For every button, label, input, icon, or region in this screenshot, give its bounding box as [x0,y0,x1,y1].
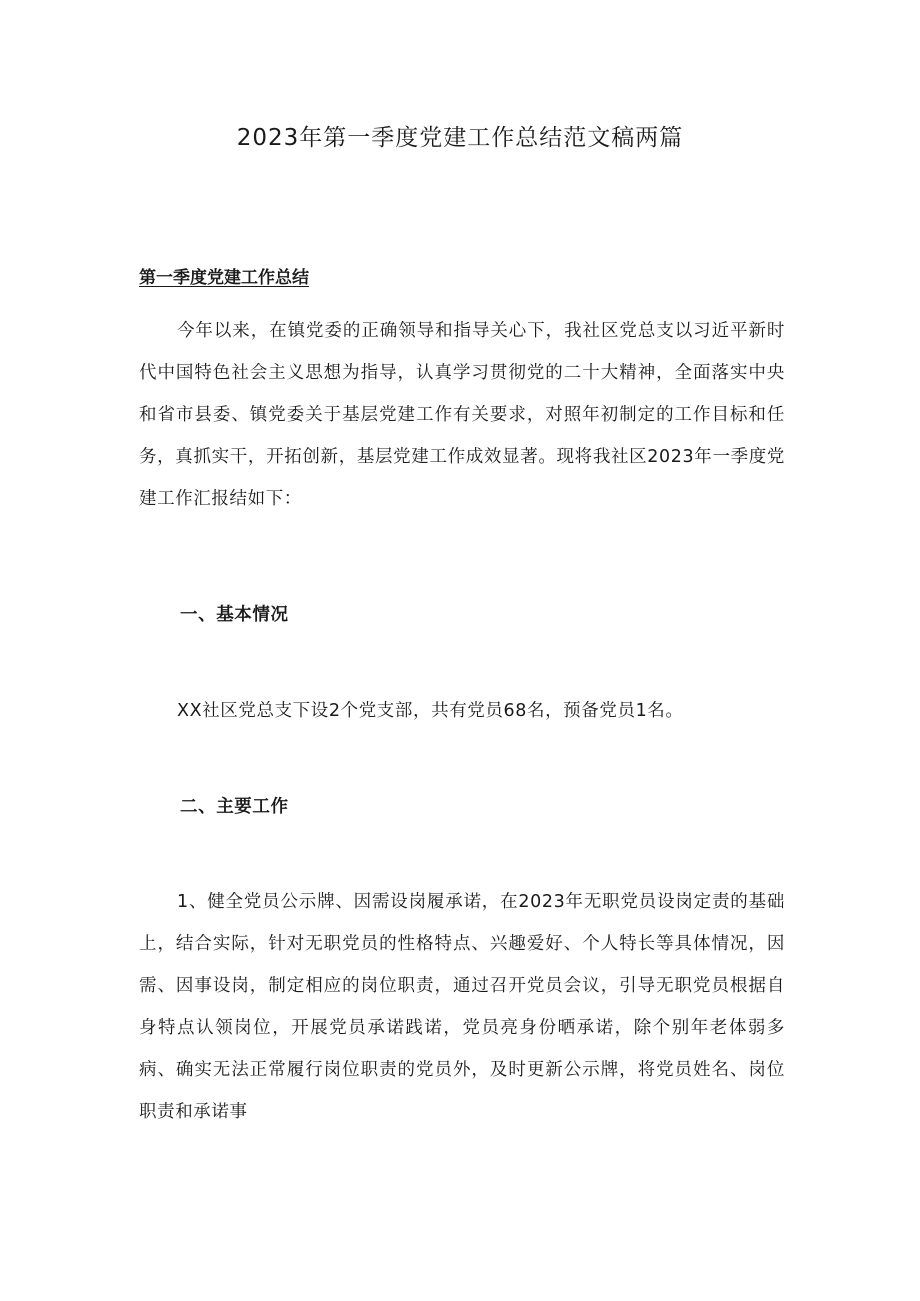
main-work-paragraph: 1、健全党员公示牌、因需设岗履承诺，在2023年无职党员设岗定责的基础上，结合实际，针对无职党员的性格特点、兴趣爱好、个人特长等具体情况，因需、因事设岗，制定相应的岗位职责，通过召开党员会议，引导无职党员根据自身特点认领岗位，开展党员承诺践诺，党员亮身份晒承诺，除个别年老体弱多病、确实无法正常履行岗位职责的党员外，及时更新公示牌，将党员姓名、岗位职责和承诺事 [139,892,785,1122]
document-title: 2023年第一季度党建工作总结范文稿两篇 [236,125,684,151]
intro-paragraph: 今年以来，在镇党委的正确领导和指导关心下，我社区党总支以习近平新时代中国特色社会主义思想为指导，认真学习贯彻党的二十大精神，全面落实中央和省市县委、镇党委关于基层党建工作有关要求，对照年初制定的工作目标和任务，真抓实干，开拓创新，基层党建工作成效显著。现将我社区2023年一季度党建工作汇报结如下： [139,321,785,509]
basic-situation-paragraph: XX社区党总支下设2个党支部，共有党员68名，预备党员1名。 [177,701,684,721]
section-subtitle: 第一季度党建工作总结 [139,268,309,288]
section-heading-basic-situation: 一、基本情况 [180,605,289,625]
section-heading-main-work: 二、主要工作 [180,797,289,817]
